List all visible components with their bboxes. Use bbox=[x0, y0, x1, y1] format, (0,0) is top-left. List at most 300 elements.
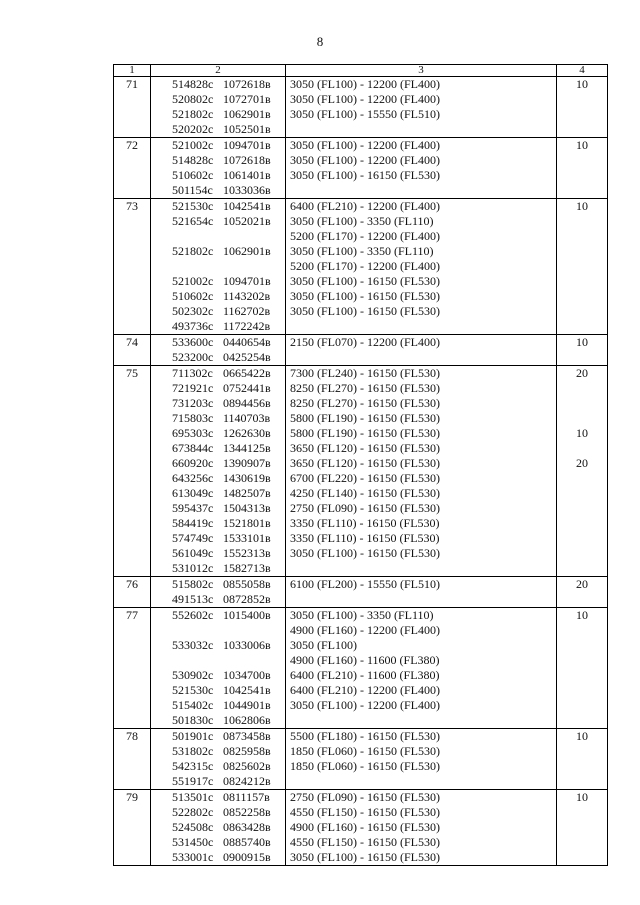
latitude-code: 515402c bbox=[172, 698, 214, 712]
coordinate-line bbox=[172, 122, 285, 137]
latitude-code: 502302c bbox=[172, 304, 214, 318]
longitude-code: 1094701в bbox=[223, 274, 271, 288]
altitude-range bbox=[290, 183, 556, 198]
latitude-code: 514828c bbox=[172, 77, 214, 91]
longitude-code: 1034700в bbox=[223, 668, 271, 682]
value-cell bbox=[557, 77, 608, 138]
coordinate-line bbox=[172, 471, 285, 486]
coordinate-line bbox=[172, 683, 285, 698]
group-number: 73 bbox=[126, 199, 138, 213]
longitude-code: 0885740в bbox=[223, 835, 271, 849]
altitude-range: 3050 (FL100) - 12200 (FL400) bbox=[290, 138, 440, 152]
coordinate-line bbox=[172, 744, 285, 759]
value-entry bbox=[557, 183, 607, 198]
latitude-code: 521002c bbox=[172, 274, 214, 288]
group-number-cell bbox=[114, 77, 151, 138]
coordinates-cell bbox=[151, 138, 286, 199]
latitude-code: 510602c bbox=[172, 289, 214, 303]
altitude-cell bbox=[286, 608, 557, 729]
coordinate-line bbox=[172, 653, 285, 668]
altitude-cell bbox=[286, 77, 557, 138]
coordinate-line bbox=[172, 850, 285, 865]
altitude-range bbox=[290, 774, 556, 789]
longitude-code: 0900915в bbox=[223, 850, 271, 864]
coordinate-line bbox=[172, 304, 285, 319]
coordinate-line bbox=[172, 835, 285, 850]
coordinate-line bbox=[172, 411, 285, 426]
group-row bbox=[114, 77, 608, 138]
altitude-range: 5200 (FL170) - 12200 (FL400) bbox=[290, 259, 440, 273]
latitude-code: 643256c bbox=[172, 471, 214, 485]
value-entry bbox=[557, 244, 607, 259]
altitude-range: 2750 (FL090) - 16150 (FL530) bbox=[290, 501, 440, 515]
longitude-code: 1042541в bbox=[223, 683, 271, 697]
coordinate-line bbox=[172, 501, 285, 516]
value-cell bbox=[557, 138, 608, 199]
longitude-code: 1143202в bbox=[223, 289, 271, 303]
longitude-code: 1262630в bbox=[223, 426, 271, 440]
group-number: 72 bbox=[126, 138, 138, 152]
latitude-code: 613049c bbox=[172, 486, 214, 500]
latitude-code: 523200c bbox=[172, 350, 214, 364]
coordinate-line bbox=[172, 805, 285, 820]
value-entry bbox=[557, 698, 607, 713]
longitude-code: 1430619в bbox=[223, 471, 271, 485]
value-entry bbox=[557, 713, 607, 728]
coordinate-line bbox=[172, 274, 285, 289]
coordinate-line bbox=[172, 366, 285, 381]
group-number: 77 bbox=[126, 608, 138, 622]
altitude-range bbox=[290, 122, 556, 137]
value-entry: 10 bbox=[576, 608, 588, 622]
latitude-code: 531012c bbox=[172, 561, 214, 575]
value-entry bbox=[557, 350, 607, 365]
value-entry bbox=[557, 153, 607, 168]
coordinate-line bbox=[172, 638, 285, 653]
altitude-range: 3650 (FL120) - 16150 (FL530) bbox=[290, 441, 440, 455]
longitude-code: 1140703в bbox=[223, 411, 271, 425]
value-entry bbox=[557, 214, 607, 229]
value-entry bbox=[557, 259, 607, 274]
latitude-code: 673844c bbox=[172, 441, 214, 455]
latitude-code: 501154c bbox=[172, 183, 213, 197]
coordinates-cell bbox=[151, 729, 286, 790]
altitude-range: 3050 (FL100) bbox=[290, 638, 357, 652]
longitude-code: 1390907в bbox=[223, 456, 271, 470]
longitude-code: 1033006в bbox=[223, 638, 271, 652]
coordinate-line bbox=[172, 319, 285, 334]
value-cell bbox=[557, 608, 608, 729]
longitude-code: 1344125в bbox=[223, 441, 271, 455]
latitude-code: 530902c bbox=[172, 668, 214, 682]
coordinates-cell bbox=[151, 366, 286, 577]
altitude-range: 4900 (FL160) - 12200 (FL400) bbox=[290, 623, 440, 637]
value-entry bbox=[557, 107, 607, 122]
latitude-code: 533600c bbox=[172, 335, 214, 349]
altitude-range: 3050 (FL100) - 3350 (FL110) bbox=[290, 214, 434, 228]
longitude-code: 1062806в bbox=[223, 713, 271, 727]
group-number-cell bbox=[114, 577, 151, 608]
group-number-cell bbox=[114, 729, 151, 790]
altitude-range bbox=[290, 319, 556, 334]
latitude-code: 531802c bbox=[172, 744, 214, 758]
altitude-range: 4900 (FL160) - 16150 (FL530) bbox=[290, 820, 440, 834]
group-number-cell bbox=[114, 790, 151, 866]
value-entry bbox=[557, 744, 607, 759]
longitude-code: 1062901в bbox=[223, 107, 271, 121]
coordinate-line bbox=[172, 668, 285, 683]
altitude-range: 3050 (FL100) - 3350 (FL110) bbox=[290, 244, 434, 258]
route-table bbox=[113, 64, 608, 866]
group-row bbox=[114, 366, 608, 577]
altitude-range: 3050 (FL100) - 12200 (FL400) bbox=[290, 77, 440, 91]
altitude-cell bbox=[286, 199, 557, 335]
coordinate-line bbox=[172, 153, 285, 168]
value-entry bbox=[557, 668, 607, 683]
coordinate-line bbox=[172, 77, 285, 92]
coordinate-line bbox=[172, 774, 285, 789]
group-number-cell bbox=[114, 335, 151, 366]
longitude-code: 1033036в bbox=[223, 183, 271, 197]
coordinate-line bbox=[172, 335, 285, 350]
altitude-range: 3350 (FL110) - 16150 (FL530) bbox=[290, 531, 440, 545]
altitude-cell bbox=[286, 335, 557, 366]
coordinate-line bbox=[172, 244, 285, 259]
latitude-code: 715803c bbox=[172, 411, 214, 425]
longitude-code: 0873458в bbox=[223, 729, 271, 743]
latitude-code: 520202c bbox=[172, 122, 214, 136]
value-entry bbox=[557, 835, 607, 850]
longitude-code: 0824212в bbox=[223, 774, 271, 788]
longitude-code: 1072618в bbox=[223, 77, 271, 91]
altitude-cell bbox=[286, 366, 557, 577]
altitude-cell bbox=[286, 790, 557, 866]
value-entry bbox=[557, 638, 607, 653]
value-entry bbox=[557, 501, 607, 516]
value-entry bbox=[557, 274, 607, 289]
group-row bbox=[114, 729, 608, 790]
latitude-code: 521654c bbox=[172, 214, 214, 228]
latitude-code: 513501c bbox=[172, 790, 214, 804]
coordinate-line bbox=[172, 456, 285, 471]
coordinate-line bbox=[172, 729, 285, 744]
latitude-code: 533001c bbox=[172, 850, 214, 864]
value-cell bbox=[557, 577, 608, 608]
value-entry bbox=[557, 546, 607, 561]
coordinate-line bbox=[172, 698, 285, 713]
altitude-range: 2750 (FL090) - 16150 (FL530) bbox=[290, 790, 440, 804]
coordinate-line bbox=[172, 516, 285, 531]
column-header: 3 bbox=[286, 65, 557, 77]
latitude-code: 521002c bbox=[172, 138, 214, 152]
latitude-code: 533032c bbox=[172, 638, 214, 652]
value-entry: 10 bbox=[576, 790, 588, 804]
longitude-code: 0894456в bbox=[223, 396, 271, 410]
altitude-range: 3050 (FL100) - 16150 (FL530) bbox=[290, 850, 440, 864]
longitude-code: 1044901в bbox=[223, 698, 271, 712]
value-cell bbox=[557, 366, 608, 577]
longitude-code: 0440654в bbox=[223, 335, 271, 349]
altitude-range: 4250 (FL140) - 16150 (FL530) bbox=[290, 486, 440, 500]
group-number: 76 bbox=[126, 577, 138, 591]
altitude-range: 6400 (FL210) - 12200 (FL400) bbox=[290, 199, 440, 213]
coordinate-line bbox=[172, 531, 285, 546]
value-entry bbox=[557, 396, 607, 411]
longitude-code: 0872852в bbox=[223, 592, 271, 606]
value-entry bbox=[557, 850, 607, 865]
coordinate-line bbox=[172, 199, 285, 214]
coordinate-line bbox=[172, 486, 285, 501]
altitude-range: 3050 (FL100) - 3350 (FL110) bbox=[290, 608, 434, 622]
value-entry bbox=[557, 516, 607, 531]
value-entry bbox=[557, 592, 607, 607]
altitude-cell bbox=[286, 577, 557, 608]
value-entry bbox=[557, 805, 607, 820]
altitude-range: 3050 (FL100) - 16150 (FL530) bbox=[290, 274, 440, 288]
coordinate-line bbox=[172, 92, 285, 107]
value-entry bbox=[557, 820, 607, 835]
coordinates-cell bbox=[151, 335, 286, 366]
value-entry: 10 bbox=[576, 729, 588, 743]
altitude-range: 5800 (FL190) - 16150 (FL530) bbox=[290, 411, 440, 425]
coordinate-line bbox=[172, 289, 285, 304]
coordinate-line bbox=[172, 426, 285, 441]
altitude-range: 6400 (FL210) - 12200 (FL400) bbox=[290, 683, 440, 697]
longitude-code: 1504313в bbox=[223, 501, 271, 515]
latitude-code: 521530c bbox=[172, 683, 214, 697]
value-entry bbox=[557, 623, 607, 638]
value-entry bbox=[557, 319, 607, 334]
altitude-range: 1850 (FL060) - 16150 (FL530) bbox=[290, 744, 440, 758]
latitude-code: 531450c bbox=[172, 835, 214, 849]
altitude-range: 7300 (FL240) - 16150 (FL530) bbox=[290, 366, 440, 380]
group-number-cell bbox=[114, 138, 151, 199]
coordinate-line bbox=[172, 229, 285, 244]
latitude-code: 695303c bbox=[172, 426, 214, 440]
group-number: 79 bbox=[126, 790, 138, 804]
altitude-range: 3050 (FL100) - 12200 (FL400) bbox=[290, 698, 440, 712]
coordinate-line bbox=[172, 441, 285, 456]
coordinates-cell bbox=[151, 608, 286, 729]
coordinate-line bbox=[172, 759, 285, 774]
group-row bbox=[114, 608, 608, 729]
value-entry bbox=[557, 561, 607, 576]
value-cell bbox=[557, 199, 608, 335]
longitude-code: 0825958в bbox=[223, 744, 271, 758]
longitude-code: 0825602в bbox=[223, 759, 271, 773]
altitude-range bbox=[290, 350, 556, 365]
longitude-code: 0425254в bbox=[223, 350, 271, 364]
latitude-code: 711302c bbox=[172, 366, 213, 380]
coordinate-line bbox=[172, 546, 285, 561]
column-header: 4 bbox=[557, 65, 608, 77]
coordinate-line bbox=[172, 214, 285, 229]
group-row bbox=[114, 199, 608, 335]
latitude-code: 501901c bbox=[172, 729, 214, 743]
value-entry: 20 bbox=[576, 577, 588, 591]
group-number: 75 bbox=[126, 366, 138, 380]
value-entry: 10 bbox=[576, 138, 588, 152]
latitude-code: 520802c bbox=[172, 92, 214, 106]
value-entry: 10 bbox=[576, 199, 588, 213]
altitude-range bbox=[290, 713, 556, 728]
latitude-code: 551917c bbox=[172, 774, 214, 788]
longitude-code: 1061401в bbox=[223, 168, 271, 182]
latitude-code: 595437c bbox=[172, 501, 214, 515]
coordinate-line bbox=[172, 608, 285, 623]
altitude-range: 5800 (FL190) - 16150 (FL530) bbox=[290, 426, 440, 440]
altitude-range: 4550 (FL150) - 16150 (FL530) bbox=[290, 805, 440, 819]
page-number: 8 bbox=[316, 34, 324, 49]
altitude-range: 6400 (FL210) - 11600 (FL380) bbox=[290, 668, 440, 682]
longitude-code: 1042541в bbox=[223, 199, 271, 213]
altitude-range: 8250 (FL270) - 16150 (FL530) bbox=[290, 396, 440, 410]
altitude-cell bbox=[286, 729, 557, 790]
latitude-code: 522802c bbox=[172, 805, 214, 819]
column-header: 1 bbox=[114, 65, 151, 77]
longitude-code: 1072701в bbox=[223, 92, 271, 106]
longitude-code: 1052501в bbox=[223, 122, 271, 136]
coordinate-line bbox=[172, 713, 285, 728]
longitude-code: 1552313в bbox=[223, 546, 271, 560]
latitude-code: 660920c bbox=[172, 456, 214, 470]
altitude-range: 3050 (FL100) - 12200 (FL400) bbox=[290, 153, 440, 167]
longitude-code: 1094701в bbox=[223, 138, 271, 152]
altitude-range: 5200 (FL170) - 12200 (FL400) bbox=[290, 229, 440, 243]
value-entry bbox=[557, 531, 607, 546]
coordinates-cell bbox=[151, 77, 286, 138]
value-entry: 10 bbox=[576, 77, 588, 91]
longitude-code: 1015400в bbox=[223, 608, 271, 622]
longitude-code: 1072618в bbox=[223, 153, 271, 167]
group-number-cell bbox=[114, 608, 151, 729]
altitude-range: 6100 (FL200) - 15550 (FL510) bbox=[290, 577, 440, 591]
longitude-code: 0863428в bbox=[223, 820, 271, 834]
group-row bbox=[114, 790, 608, 866]
coordinate-line bbox=[172, 350, 285, 365]
latitude-code: 561049c bbox=[172, 546, 214, 560]
coordinate-line bbox=[172, 168, 285, 183]
coordinate-line bbox=[172, 623, 285, 638]
altitude-cell bbox=[286, 138, 557, 199]
altitude-range: 3650 (FL120) - 16150 (FL530) bbox=[290, 456, 440, 470]
longitude-code: 1582713в bbox=[223, 561, 271, 575]
value-entry bbox=[557, 289, 607, 304]
longitude-code: 0855058в bbox=[223, 577, 271, 591]
latitude-code: 493736c bbox=[172, 319, 214, 333]
coordinates-cell bbox=[151, 790, 286, 866]
coordinate-line bbox=[172, 577, 285, 592]
altitude-range: 3050 (FL100) - 12200 (FL400) bbox=[290, 92, 440, 106]
group-number: 74 bbox=[126, 335, 138, 349]
latitude-code: 552602c bbox=[172, 608, 214, 622]
altitude-range: 4550 (FL150) - 16150 (FL530) bbox=[290, 835, 440, 849]
latitude-code: 521802c bbox=[172, 107, 214, 121]
latitude-code: 521530c bbox=[172, 199, 214, 213]
latitude-code: 501830c bbox=[172, 713, 214, 727]
group-row bbox=[114, 577, 608, 608]
value-entry bbox=[557, 441, 607, 456]
value-entry bbox=[557, 759, 607, 774]
value-entry bbox=[557, 486, 607, 501]
value-entry bbox=[557, 122, 607, 137]
coordinates-cell bbox=[151, 199, 286, 335]
coordinates-cell bbox=[151, 577, 286, 608]
column-header: 2 bbox=[151, 65, 286, 77]
value-entry: 20 bbox=[576, 366, 588, 380]
value-entry bbox=[557, 381, 607, 396]
altitude-range: 3350 (FL110) - 16150 (FL530) bbox=[290, 516, 440, 530]
header-row bbox=[114, 65, 608, 77]
longitude-code: 0852258в bbox=[223, 805, 271, 819]
group-number: 71 bbox=[126, 77, 138, 91]
altitude-range: 4900 (FL160) - 11600 (FL380) bbox=[290, 653, 440, 667]
latitude-code: 721921c bbox=[172, 381, 214, 395]
value-entry bbox=[557, 304, 607, 319]
coordinate-line bbox=[172, 259, 285, 274]
value-entry bbox=[557, 471, 607, 486]
altitude-range: 1850 (FL060) - 16150 (FL530) bbox=[290, 759, 440, 773]
value-cell bbox=[557, 335, 608, 366]
altitude-range: 2150 (FL070) - 12200 (FL400) bbox=[290, 335, 440, 349]
altitude-range: 3050 (FL100) - 16150 (FL530) bbox=[290, 289, 440, 303]
coordinate-line bbox=[172, 107, 285, 122]
coordinate-line bbox=[172, 138, 285, 153]
longitude-code: 1533101в bbox=[223, 531, 271, 545]
latitude-code: 731203c bbox=[172, 396, 214, 410]
longitude-code: 1052021в bbox=[223, 214, 271, 228]
value-entry: 10 bbox=[576, 335, 588, 349]
altitude-range bbox=[290, 592, 556, 607]
longitude-code: 1062901в bbox=[223, 244, 271, 258]
group-number: 78 bbox=[126, 729, 138, 743]
altitude-range: 3050 (FL100) - 16150 (FL530) bbox=[290, 168, 440, 182]
value-entry bbox=[557, 92, 607, 107]
latitude-code: 514828c bbox=[172, 153, 214, 167]
coordinate-line bbox=[172, 381, 285, 396]
coordinate-line bbox=[172, 790, 285, 805]
latitude-code: 524508c bbox=[172, 820, 214, 834]
altitude-range bbox=[290, 561, 556, 576]
coordinate-line bbox=[172, 820, 285, 835]
altitude-range: 6700 (FL220) - 16150 (FL530) bbox=[290, 471, 440, 485]
value-entry bbox=[557, 653, 607, 668]
latitude-code: 574749c bbox=[172, 531, 214, 545]
longitude-code: 0811157в bbox=[223, 790, 270, 804]
altitude-range: 3050 (FL100) - 15550 (FL510) bbox=[290, 107, 440, 121]
longitude-code: 1162702в bbox=[223, 304, 271, 318]
altitude-range: 5500 (FL180) - 16150 (FL530) bbox=[290, 729, 440, 743]
longitude-code: 1172242в bbox=[223, 319, 271, 333]
value-cell bbox=[557, 729, 608, 790]
group-number-cell bbox=[114, 199, 151, 335]
latitude-code: 542315c bbox=[172, 759, 214, 773]
latitude-code: 521802c bbox=[172, 244, 214, 258]
value-cell bbox=[557, 790, 608, 866]
value-entry bbox=[557, 774, 607, 789]
value-entry: 20 bbox=[576, 456, 588, 470]
value-entry bbox=[557, 683, 607, 698]
longitude-code: 1521801в bbox=[223, 516, 271, 530]
group-number-cell bbox=[114, 366, 151, 577]
altitude-range: 8250 (FL270) - 16150 (FL530) bbox=[290, 381, 440, 395]
latitude-code: 491513c bbox=[172, 592, 214, 606]
latitude-code: 510602c bbox=[172, 168, 214, 182]
longitude-code: 0752441в bbox=[223, 381, 271, 395]
value-entry: 10 bbox=[576, 426, 588, 440]
group-row bbox=[114, 138, 608, 199]
altitude-range: 3050 (FL100) - 16150 (FL530) bbox=[290, 546, 440, 560]
